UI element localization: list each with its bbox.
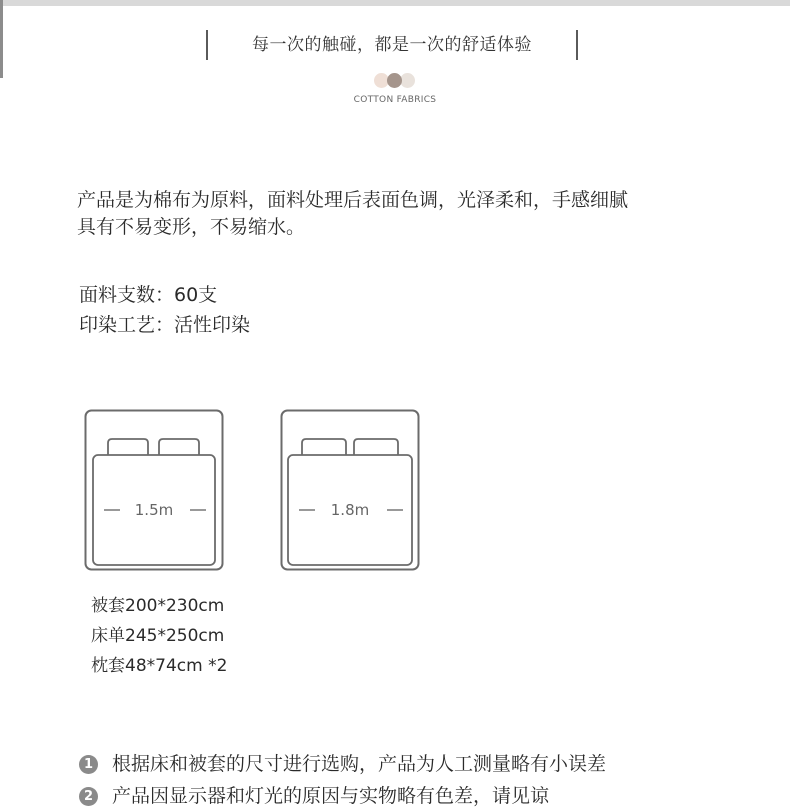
- bed-icon: [84, 409, 224, 571]
- size-pillow: 枕套48*74cm *2: [91, 656, 228, 676]
- bed-width-label: 1.8m: [330, 501, 370, 519]
- spec-dye-process: 印染工艺：活性印染: [79, 314, 251, 336]
- size-sheet: 床单245*250cm: [91, 626, 225, 646]
- note-item: [79, 780, 606, 812]
- bed-diagram-large: [280, 409, 420, 571]
- number-badge-icon: 2: [79, 787, 98, 806]
- size-list: [91, 591, 227, 681]
- top-divider-bar: [0, 0, 790, 6]
- note-item: [79, 748, 606, 780]
- left-edge-line: [0, 0, 3, 78]
- bed-diagram-small: [84, 409, 224, 571]
- description-line: 产品是为棉布为原料，面料处理后表面色调，光泽柔和，手感细腻: [77, 189, 629, 211]
- dot-pale: [400, 73, 415, 88]
- brand-caption: COTTON FABRICS: [353, 95, 437, 105]
- size-duvet: 被套200*230cm: [91, 596, 225, 616]
- slogan-heading: 每一次的触碰，都是一次的舒适体验: [206, 30, 578, 60]
- fabric-specs: [79, 280, 250, 340]
- decorative-dots: [374, 73, 416, 89]
- note-text: 根据床和被套的尺寸进行选购，产品为人工测量略有小误差: [112, 753, 607, 775]
- number-badge-icon: 1: [79, 755, 98, 774]
- bed-width-label: 1.5m: [134, 501, 174, 519]
- product-description: [77, 187, 757, 241]
- dot-dark: [387, 73, 402, 88]
- note-text: 产品因显示器和灯光的原因与实物略有色差，请见谅: [112, 785, 550, 807]
- spec-thread-count: 面料支数：60支: [79, 284, 218, 306]
- bed-icon: [280, 409, 420, 571]
- notes-list: [79, 748, 606, 812]
- description-line: 具有不易变形，不易缩水。: [77, 216, 306, 238]
